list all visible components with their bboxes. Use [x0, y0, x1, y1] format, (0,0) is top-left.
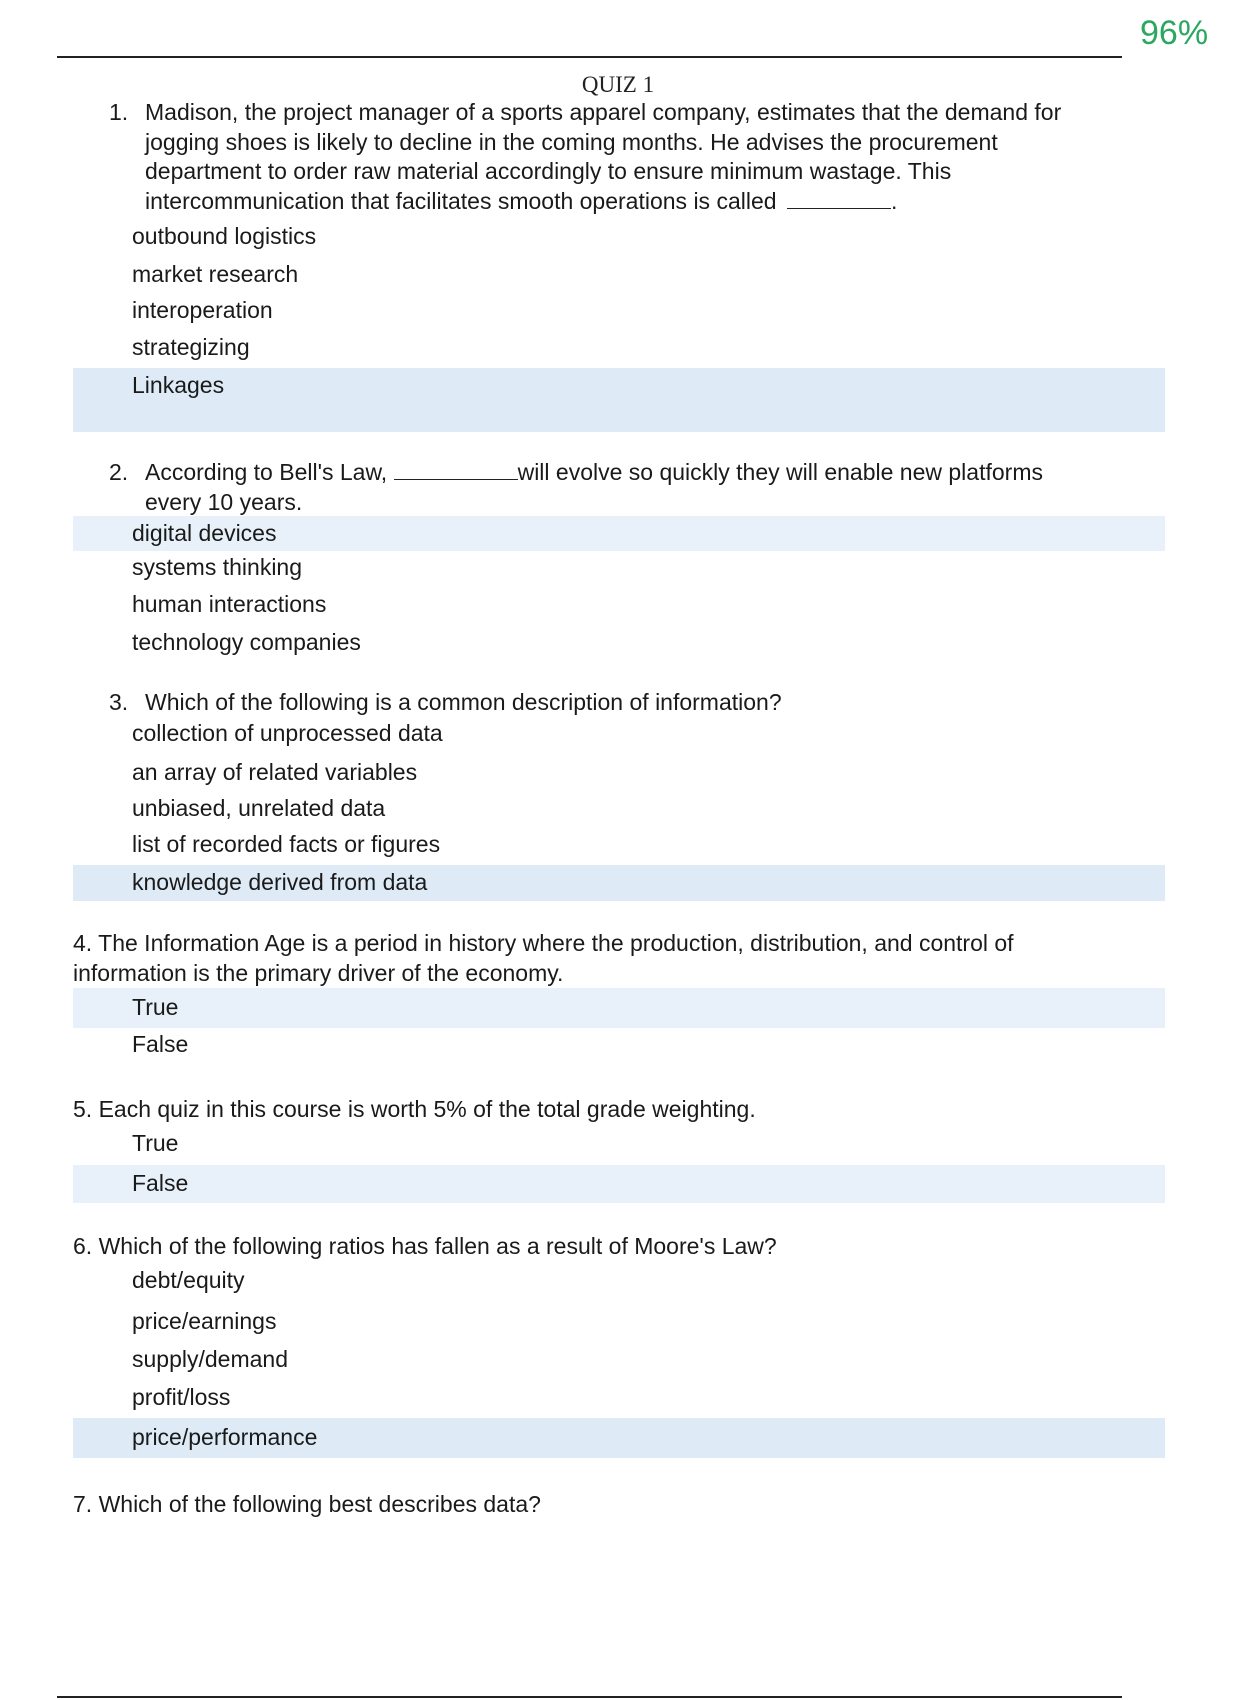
- answer-blank: [394, 459, 518, 480]
- question-6-line-1: 6. Which of the following ratios has fallen as a result of Moore's Law?: [73, 1233, 777, 1259]
- question-1-number: 1.: [109, 99, 129, 125]
- answer-option-selected[interactable]: knowledge derived from data: [132, 869, 428, 895]
- answer-option[interactable]: market research: [132, 261, 299, 287]
- bottom-rule: [57, 1696, 1122, 1698]
- selected-answer-highlight: [73, 368, 1165, 432]
- top-rule: [57, 56, 1122, 58]
- question-1-end: .: [890, 187, 898, 214]
- question-1-line-2: jogging shoes is likely to decline in the coming months. He advises the procurement: [145, 128, 998, 155]
- answer-option-selected[interactable]: price/performance: [132, 1424, 318, 1450]
- answer-option[interactable]: price/earnings: [132, 1308, 277, 1334]
- answer-option[interactable]: strategizing: [132, 334, 250, 360]
- answer-option[interactable]: debt/equity: [132, 1267, 245, 1293]
- question-5: [73, 1095, 1153, 1125]
- question-2-line-2: every 10 years.: [145, 488, 303, 515]
- selected-answer-highlight: [73, 988, 1165, 1028]
- question-4-line-1: 4. The Information Age is a period in history where the production, distribution, and control of: [73, 930, 1014, 956]
- score-badge: 96%: [1140, 14, 1209, 52]
- question-2-number: 2.: [109, 459, 129, 485]
- question-2-line-1-end: will evolve so quickly they will enable new platforms: [517, 459, 1043, 485]
- answer-option[interactable]: technology companies: [132, 629, 361, 655]
- answer-option-selected[interactable]: Linkages: [132, 372, 225, 398]
- answer-option[interactable]: False: [132, 1031, 189, 1057]
- answer-option[interactable]: supply/demand: [132, 1346, 288, 1372]
- answer-option[interactable]: profit/loss: [132, 1384, 231, 1410]
- question-1-line-1: Madison, the project manager of a sports apparel company, estimates that the demand for: [145, 99, 1062, 125]
- question-3-line-1: Which of the following is a common description of information?: [145, 689, 782, 715]
- question-1-line-3: department to order raw material accordingly to ensure minimum wastage. This: [145, 158, 952, 184]
- question-7-line-1: 7. Which of the following best describes data?: [73, 1491, 541, 1517]
- page-title: QUIZ 1: [581, 72, 655, 97]
- question-4-line-2: information is the primary driver of the economy.: [73, 959, 564, 986]
- question-1-line-4: intercommunication that facilitates smooth operations is called: [145, 187, 777, 214]
- answer-option[interactable]: outbound logistics: [132, 223, 317, 249]
- answer-option-selected[interactable]: True: [132, 994, 179, 1020]
- answer-option[interactable]: collection of unprocessed data: [132, 720, 443, 746]
- answer-option-selected[interactable]: digital devices: [132, 520, 277, 546]
- question-3-number: 3.: [109, 689, 129, 715]
- answer-option[interactable]: list of recorded facts or figures: [132, 831, 441, 857]
- answer-option[interactable]: systems thinking: [132, 554, 303, 580]
- question-2-line-1-start: According to Bell's Law,: [145, 459, 388, 485]
- answer-option[interactable]: an array of related variables: [132, 759, 418, 785]
- question-7: [73, 1490, 1153, 1520]
- selected-answer-highlight: [73, 1165, 1165, 1203]
- question-5-line-1: 5. Each quiz in this course is worth 5% of the total grade weighting.: [73, 1096, 756, 1122]
- question-6: [73, 1232, 1153, 1262]
- question-4: [73, 929, 1153, 988]
- answer-option[interactable]: unbiased, unrelated data: [132, 795, 386, 821]
- answer-option-selected[interactable]: False: [132, 1170, 189, 1196]
- answer-option[interactable]: human interactions: [132, 591, 327, 617]
- answer-blank: [787, 188, 891, 209]
- answer-option[interactable]: interoperation: [132, 297, 273, 323]
- answer-option[interactable]: True: [132, 1130, 179, 1156]
